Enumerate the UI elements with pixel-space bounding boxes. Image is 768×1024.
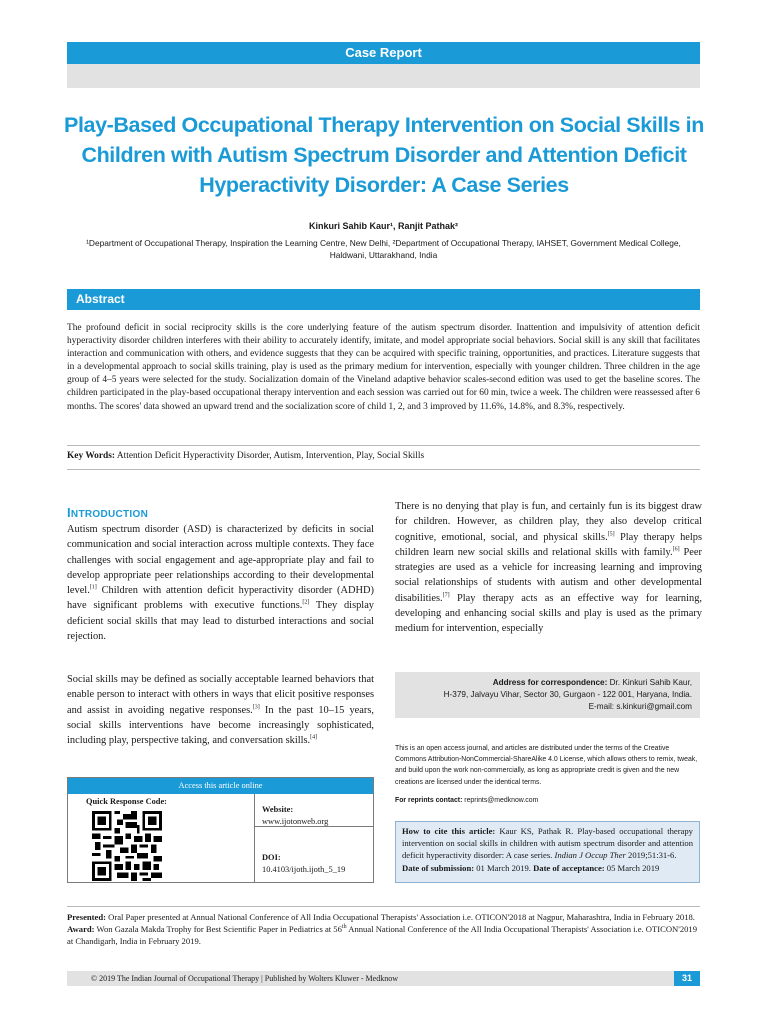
citation-ref[interactable]: [7] (442, 592, 450, 599)
presented-label: Presented: (67, 912, 106, 922)
award-label: Award: (67, 924, 95, 935)
text-run: Social skills may be defined as socially acceptable learned behaviors that enable person to interact with others in ways that elicit positive responses and assist in avoiding negative responses. (67, 674, 374, 716)
text-run: There is no denying that play is fun, and certainly fun is its biggest draw for children. However, as children play, they also develop critical cognitive, emotional, social, and physical skills. (395, 501, 702, 543)
correspondence-label: Address for correspondence: (492, 678, 608, 687)
correspondence-email[interactable]: E-mail: s.kinkuri@gmail.com (588, 702, 692, 711)
article-title: Play-Based Occupational Therapy Intervention on Social Skills in Children with Autism Spectrum Disorder and Attention Deficit Hyperactivity Disorder: A Case Series (64, 113, 704, 197)
cite-details: 2019;51:31-6. (625, 850, 677, 861)
correspondence-box (395, 672, 700, 718)
reprints-line (395, 797, 538, 804)
citation-ref[interactable]: [5] (607, 531, 615, 538)
keywords-value: Attention Deficit Hyperactivity Disorder, Autism, Intervention, Play, Social Skills (116, 451, 425, 461)
affiliations: ¹Department of Occupational Therapy, Inspiration the Learning Centre, New Delhi, ²Department of Occupational Therapy, IAHSET, Government Medical College, Haldwani, Uttarakhand, India (86, 238, 681, 260)
presented-text: Oral Paper presented at Annual National Conference of All India Occupational Therapists' Association i.e. OTICON'2018 at Nagpur, Maharashtra, India in February 2018. (105, 912, 695, 922)
award-text: Annual National Conference of the All India Occupational Therapists' Association i.e. OTICON'2019 at Chandigarh, India in February 2019. (67, 924, 698, 947)
award-sup: th (341, 924, 347, 931)
award-text: Won Gazala Makda Trophy for Best Scientific Paper in Pediatrics at 56 (94, 924, 342, 935)
citation-ref[interactable]: [6] (672, 546, 680, 553)
abstract-text: The profound deficit in social reciprocity skills is the core underlying feature of the autism spectrum disorder. Inattention and impulsivity of attention deficit hyperactivity disorder children interferes with their ability to accurately identify, imitate, and model appropriate social behaviors. Social skill is any skill that facilitates interaction and communication with others, and evidence suggests that they can be acquired with specific training, opportunities, and practices. Literature suggests that in a developmental approach to social skills training, play is used as the primary medium for intervention, especially with younger children. Three children in the age group of 4–5 years were selected for the study. Socialization domain of the Vineland adaptive behavior scales-second edition was used to get the baseline scores. The children participated in the play-based occupational therapy intervention and each session was carried out for 60 min, twice a week. The children were reassessed after 6 months. The scores' data showed an upward trend and the socialization score of child 1, 2, and 3 improved by 11.6%, 14.8%, and 8.3%, respectively. (67, 323, 700, 412)
footnotes (67, 911, 700, 948)
heading-rest: NTRODUCTION (70, 509, 149, 520)
acceptance-date: 05 March 2019 (604, 862, 660, 873)
qr-code-icon[interactable] (92, 811, 162, 881)
access-heading: Access this article online (68, 778, 373, 794)
citation-ref[interactable]: [2] (302, 600, 310, 607)
footer-copyright: © 2019 The Indian Journal of Occupational Therapy | Published by Wolters Kluwer - Medknow (91, 974, 398, 983)
access-online-box (67, 777, 374, 883)
abstract-heading: Abstract (67, 289, 700, 310)
page-number: 31 (674, 971, 700, 986)
divider (254, 794, 255, 882)
intro-paragraph-right (395, 499, 702, 637)
correspondence-address: H-379, Jalvayu Vihar, Sector 30, Gurgaon - 122 001, Haryana, India. (443, 690, 692, 699)
cite-journal: Indian J Occup Ther (554, 850, 626, 861)
intro-paragraph-2 (67, 672, 374, 748)
doi-link[interactable]: 10.4103/ijoth.ijoth_5_19 (262, 865, 346, 874)
keywords (67, 451, 700, 461)
header-band (67, 64, 700, 88)
page-footer (67, 971, 700, 986)
doi-label: DOI: (262, 853, 281, 862)
cite-label: How to cite this article: (402, 826, 496, 836)
divider (67, 445, 700, 446)
text-run: Children with attention deficit hyperactivity disorder (ADHD) have significant problems with executive functions. (67, 585, 374, 612)
cite-text: Kaur KS, Pathak R. Play-based occupational therapy intervention on social skills in children with autism spectrum disorder and attention deficit hyperactivity disorder: A case series. (402, 826, 693, 861)
correspondence-line (395, 677, 692, 689)
text-run: They display deficient social skills that may lead to disturbed interactions and social rejection. (67, 600, 374, 643)
intro-paragraph-1 (67, 522, 374, 644)
text-run: Peer strategies are used as a vehicle for increasing learning and improving social relationships of students with autism and other developmental disabilities. (395, 546, 702, 604)
divider (67, 469, 700, 470)
keywords-label: Key Words: (67, 451, 116, 461)
heading-initial: I (67, 505, 71, 520)
award-note (67, 923, 700, 947)
acceptance-label: Date of acceptance: (533, 862, 605, 873)
correspondence-name: Dr. Kinkuri Sahib Kaur, (607, 678, 692, 687)
qr-label: Quick Response Code: (86, 797, 167, 806)
presented-note (67, 911, 700, 923)
divider (254, 826, 373, 827)
introduction-heading (67, 505, 148, 520)
text-run: Autism spectrum disorder (ASD) is characterized by deficits in social communication and social interaction across multiple contexts. They face challenges with social engagement and age-appropriate play and fail to develop appropriate peer relationships according to their developmental level. (67, 524, 374, 597)
submission-label: Date of submission: (402, 862, 475, 873)
citation-ref[interactable]: [4] (310, 734, 318, 741)
citation-ref[interactable]: [1] (89, 584, 97, 591)
reprints-email[interactable]: reprints@medknow.com (462, 797, 539, 804)
text-run: Play therapy acts as an effective way for learning, developing and enhancing social skills and play is used as the primary medium for intervention, especially (395, 592, 702, 635)
website-label: Website: (262, 805, 294, 814)
section-label: Case Report (67, 42, 700, 64)
reprints-label: For reprints contact: (395, 797, 463, 804)
authors: Kinkuri Sahib Kaur¹, Ranjit Pathak² (308, 221, 459, 231)
text-run: Play therapy helps children learn new social skills and relational skills with family. (395, 531, 703, 558)
license-text: This is an open access journal, and articles are distributed under the terms of the Creative Commons Attribution-NonCommercial-ShareAlike 4.0 License, which allows others to remix, tweak, and build upon the work non-commercially, as long as appropriate credit is given and the new creations are licensed under the identical terms. (395, 745, 698, 786)
citation-ref[interactable]: [3] (252, 704, 260, 711)
divider (67, 906, 700, 907)
text-run: In the past 10–15 years, social skills interventions have become increasingly sophisticated, including play, perspective taking, and conversation skills. (67, 704, 374, 747)
submission-date: 01 March 2019. (474, 862, 534, 873)
citation-box (395, 821, 700, 883)
website-link[interactable]: www.ijotonweb.org (262, 817, 329, 826)
